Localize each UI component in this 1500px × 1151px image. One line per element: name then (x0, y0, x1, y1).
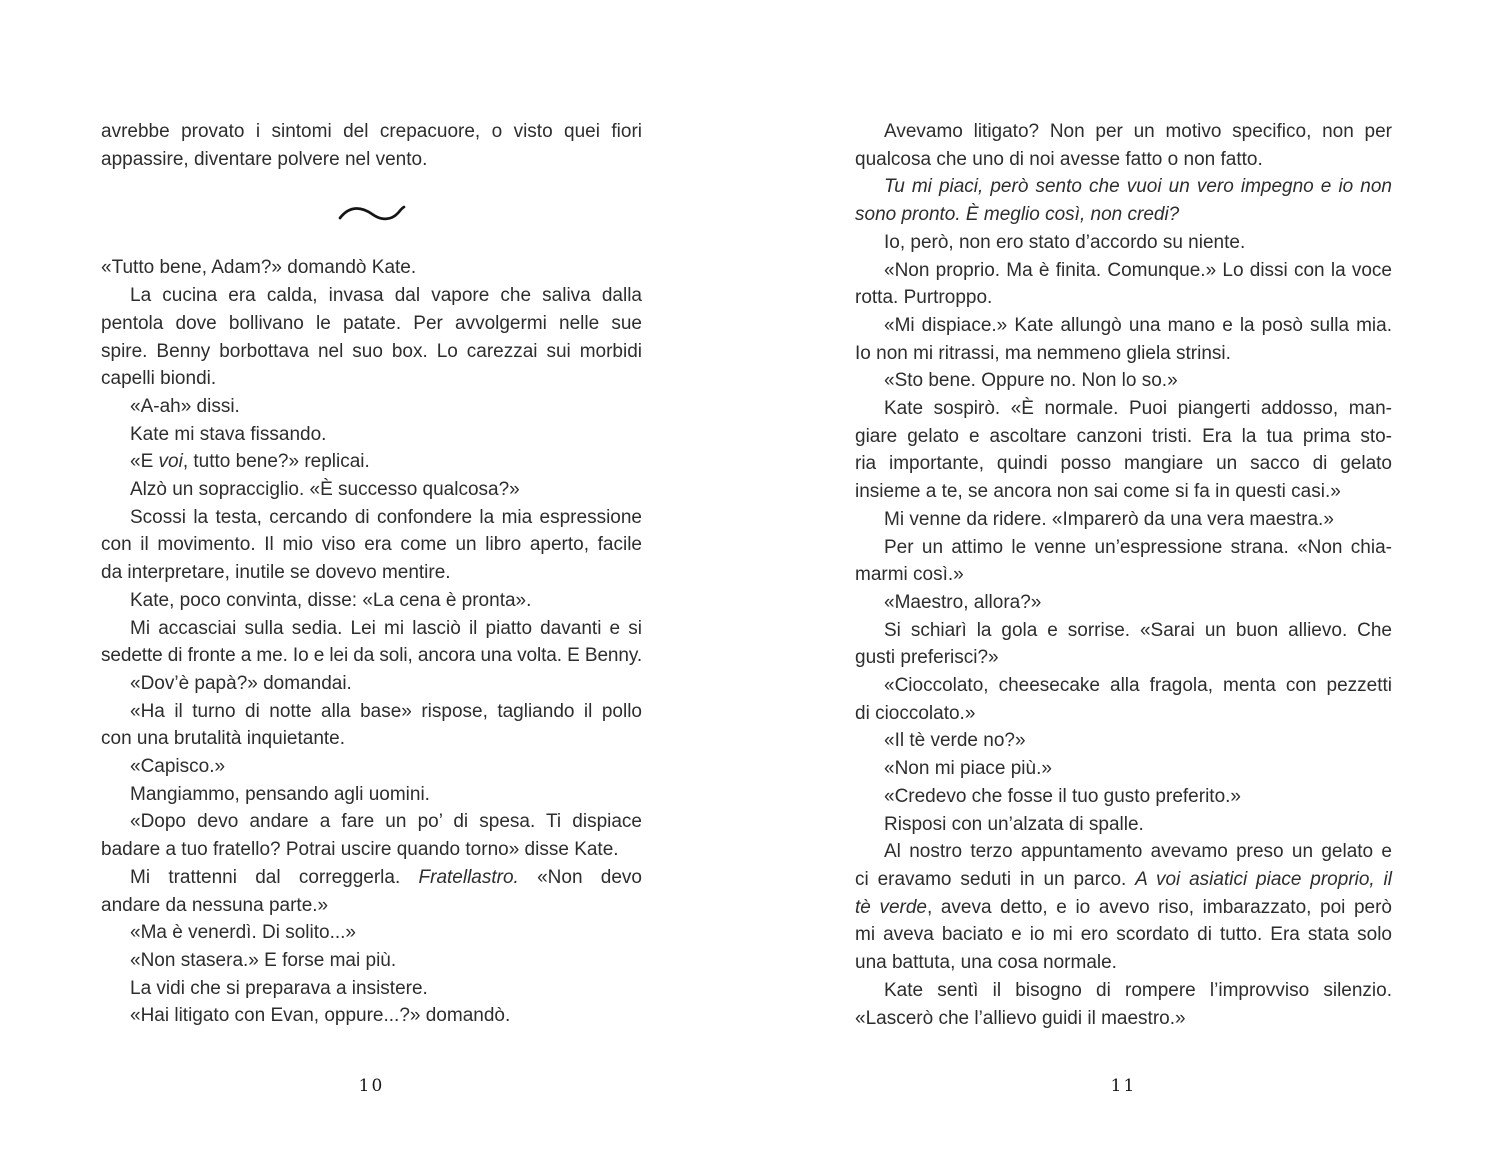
text-line (101, 808, 642, 836)
text-run: Io, però, non ero stato d’accordo su niente. (884, 231, 1246, 253)
text-line (855, 977, 1392, 1005)
text-run: capelli biondi. (101, 368, 217, 390)
text-run: sedette di fronte a me. Io e lei da soli, ancora una volta. E Benny. (101, 645, 643, 667)
text-run: «Non stasera.» E forse mai più. (130, 949, 397, 971)
text-line (855, 894, 1392, 922)
text-line (855, 811, 1392, 839)
text-line (855, 257, 1392, 285)
text-line (101, 919, 642, 947)
text-line (855, 727, 1392, 755)
text-line (101, 146, 642, 174)
text-run: insieme a te, se ancora non sai come si fa in questi casi.» (855, 481, 1341, 503)
text-line (101, 615, 642, 643)
text-run: Per un attimo le venne un’espressione strana. «Non chia- (884, 536, 1392, 558)
text-run: Alzò un sopracciglio. «È successo qualcosa?» (130, 479, 520, 501)
text-run: «Non devo (518, 866, 642, 888)
text-line (101, 725, 642, 753)
text-line (855, 201, 1392, 229)
text-line (855, 700, 1392, 728)
text-line (101, 393, 642, 421)
text-line (101, 365, 642, 393)
text-line (101, 781, 642, 809)
text-run: giare gelato e ascoltare canzoni tristi. Era la tua prima sto- (855, 425, 1392, 447)
text-run: «Ha il turno di notte alla base» rispose, tagliando il pollo (130, 700, 642, 722)
text-run: andare da nessuna parte.» (101, 894, 329, 916)
text-line (855, 118, 1392, 146)
text-line (101, 282, 642, 310)
text-line (855, 146, 1392, 174)
text-run: «Hai litigato con Evan, oppure...?» domandò. (130, 1005, 511, 1027)
text-run: Mi accasciai sulla sedia. Lei mi lasciò il piatto davanti e si (130, 617, 642, 639)
text-run: Al nostro terzo appuntamento avevamo preso un gelato e (884, 841, 1392, 863)
text-line (855, 423, 1392, 451)
text-run: Scossi la testa, cercando di confondere la mia espressione (130, 506, 642, 528)
text-run: Avevamo litigato? Non per un motivo specifico, non per (884, 121, 1392, 142)
text-run: «Il tè verde no?» (884, 730, 1026, 752)
text-line (855, 340, 1392, 368)
text-line (101, 642, 642, 670)
text-run: Kate mi stava fissando. (130, 423, 327, 445)
text-run: Risposi con un’alzata di spalle. (884, 813, 1144, 835)
text-line (855, 173, 1392, 201)
text-run: avrebbe provato i sintomi del crepacuore, o visto quei fiori (101, 121, 642, 142)
text-run: Kate sospirò. «È normale. Puoi piangerti addosso, man- (884, 398, 1392, 420)
text-line (101, 504, 642, 532)
text-run: qualcosa che uno di noi avesse fatto o non fatto. (855, 148, 1263, 170)
text-run: Mi venne da ridere. «Imparerò da una vera maestra.» (884, 508, 1334, 530)
scene-break-divider (101, 173, 642, 254)
text-line (101, 476, 642, 504)
text-run: rotta. Purtroppo. (855, 287, 993, 309)
text-line (855, 866, 1392, 894)
text-run: Mi trattenni dal correggerla. (130, 866, 419, 888)
text-line (101, 421, 642, 449)
text-run: Kate sentì il bisogno di rompere l’improvviso silenzio. (884, 979, 1392, 1001)
text-line (101, 559, 642, 587)
text-run: «Credevo che fosse il tuo gusto preferito.» (884, 785, 1241, 807)
text-line (101, 310, 642, 338)
italic-text-run: sono pronto. È meglio così, non credi? (855, 204, 1180, 226)
page-left (101, 0, 642, 1151)
text-line (101, 864, 642, 892)
text-line (855, 617, 1392, 645)
text-line (101, 947, 642, 975)
text-run: «A-ah» dissi. (130, 395, 240, 417)
text-run: badare a tuo fratello? Potrai uscire quando torno» disse Kate. (101, 839, 619, 861)
page-text (855, 118, 1392, 1032)
text-run: «Non proprio. Ma è finita. Comunque.» Lo dissi con la voce (884, 259, 1392, 281)
text-run: «Mi dispiace.» Kate allungò una mano e la posò sulla mia. (884, 314, 1392, 336)
text-run: da interpretare, inutile se dovevo mentire. (101, 562, 451, 584)
text-line (101, 118, 642, 146)
text-line (101, 670, 642, 698)
page-number: 11 (1110, 1076, 1137, 1096)
text-run: con una brutalità inquietante. (101, 728, 346, 750)
text-run: «Tutto bene, Adam?» domandò Kate. (101, 257, 417, 279)
text-run: Kate, poco convinta, disse: «La cena è pronta». (130, 589, 532, 611)
text-run: mi aveva baciato e io mi ero scordato di tutto. Era stata solo (855, 924, 1392, 946)
text-run: di cioccolato.» (855, 702, 976, 724)
text-run: «Lascerò che l’allievo guidi il maestro.» (855, 1007, 1186, 1029)
text-line (855, 755, 1392, 783)
text-line (855, 395, 1392, 423)
text-run: «E (130, 451, 159, 473)
text-run: gusti preferisci?» (855, 647, 999, 669)
text-run: «Cioccolato, cheesecake alla fragola, menta con pezzetti (884, 675, 1392, 697)
text-line (855, 450, 1392, 478)
text-run: , aveva detto, e io avevo riso, imbarazzato, poi però (926, 896, 1392, 918)
text-line (855, 312, 1392, 340)
text-line (855, 1005, 1392, 1033)
italic-text-run: voi (158, 451, 183, 473)
text-line (101, 531, 642, 559)
text-run: ci eravamo seduti in un parco. (855, 868, 1136, 890)
text-line (101, 892, 642, 920)
italic-text-run: Tu mi piaci, però sento che vuoi un vero impegno e io non (884, 176, 1392, 198)
text-line (855, 644, 1392, 672)
text-run: Mangiammo, pensando agli uomini. (130, 783, 430, 805)
text-run: «Dopo devo andare a fare un po’ di spesa. Ti dispiace (130, 811, 642, 833)
text-run: «Sto bene. Oppure no. Non lo so.» (884, 370, 1178, 392)
text-line (101, 698, 642, 726)
page-right (855, 0, 1392, 1151)
tilde-icon (334, 199, 410, 229)
text-line (101, 254, 642, 282)
text-line (855, 561, 1392, 589)
text-run: marmi così.» (855, 564, 964, 586)
text-line (855, 589, 1392, 617)
text-line (855, 534, 1392, 562)
text-run: spire. Benny borbottava nel suo box. Lo carezzai sui morbidi (101, 340, 642, 362)
text-line (101, 587, 642, 615)
text-run: ria importante, quindi posso mangiare un sacco di gelato (855, 453, 1392, 475)
page-text (101, 118, 642, 1030)
text-run: La vidi che si preparava a insistere. (130, 977, 428, 999)
text-run: «Maestro, allora?» (884, 591, 1042, 613)
text-line (101, 1002, 642, 1030)
text-line (101, 338, 642, 366)
italic-text-run: tè verde (855, 896, 927, 918)
text-run: con il movimento. Il mio viso era come un libro aperto, facile (101, 534, 642, 556)
text-line (855, 478, 1392, 506)
text-line (101, 975, 642, 1003)
text-line (101, 753, 642, 781)
text-line (855, 949, 1392, 977)
text-line (855, 921, 1392, 949)
page-number: 10 (358, 1076, 385, 1096)
text-run: , tutto bene?» replicai. (182, 451, 370, 473)
text-line (855, 506, 1392, 534)
italic-text-run: Fratellastro. (418, 866, 519, 888)
text-line (101, 836, 642, 864)
text-line (855, 284, 1392, 312)
italic-text-run: A voi asiatici piace proprio, il (1135, 868, 1393, 890)
text-line (855, 838, 1392, 866)
text-line (855, 672, 1392, 700)
text-run: «Dov’è papà?» domandai. (130, 672, 352, 694)
text-run: Io non mi ritrassi, ma nemmeno gliela strinsi. (855, 342, 1231, 364)
text-run: La cucina era calda, invasa dal vapore che saliva dalla (130, 285, 642, 307)
text-line (855, 783, 1392, 811)
text-run: «Non mi piace più.» (884, 758, 1052, 780)
text-line (101, 448, 642, 476)
text-line (855, 367, 1392, 395)
text-run: pentola dove bollivano le patate. Per avvolgermi nelle sue (101, 312, 642, 334)
text-run: Si schiarì la gola e sorrise. «Sarai un buon allievo. Che (884, 619, 1392, 641)
text-run: una battuta, una cosa normale. (855, 952, 1117, 974)
text-line (855, 229, 1392, 257)
text-run: «Ma è venerdì. Di solito...» (130, 922, 356, 944)
text-run: «Capisco.» (130, 756, 226, 778)
text-run: appassire, diventare polvere nel vento. (101, 148, 428, 170)
